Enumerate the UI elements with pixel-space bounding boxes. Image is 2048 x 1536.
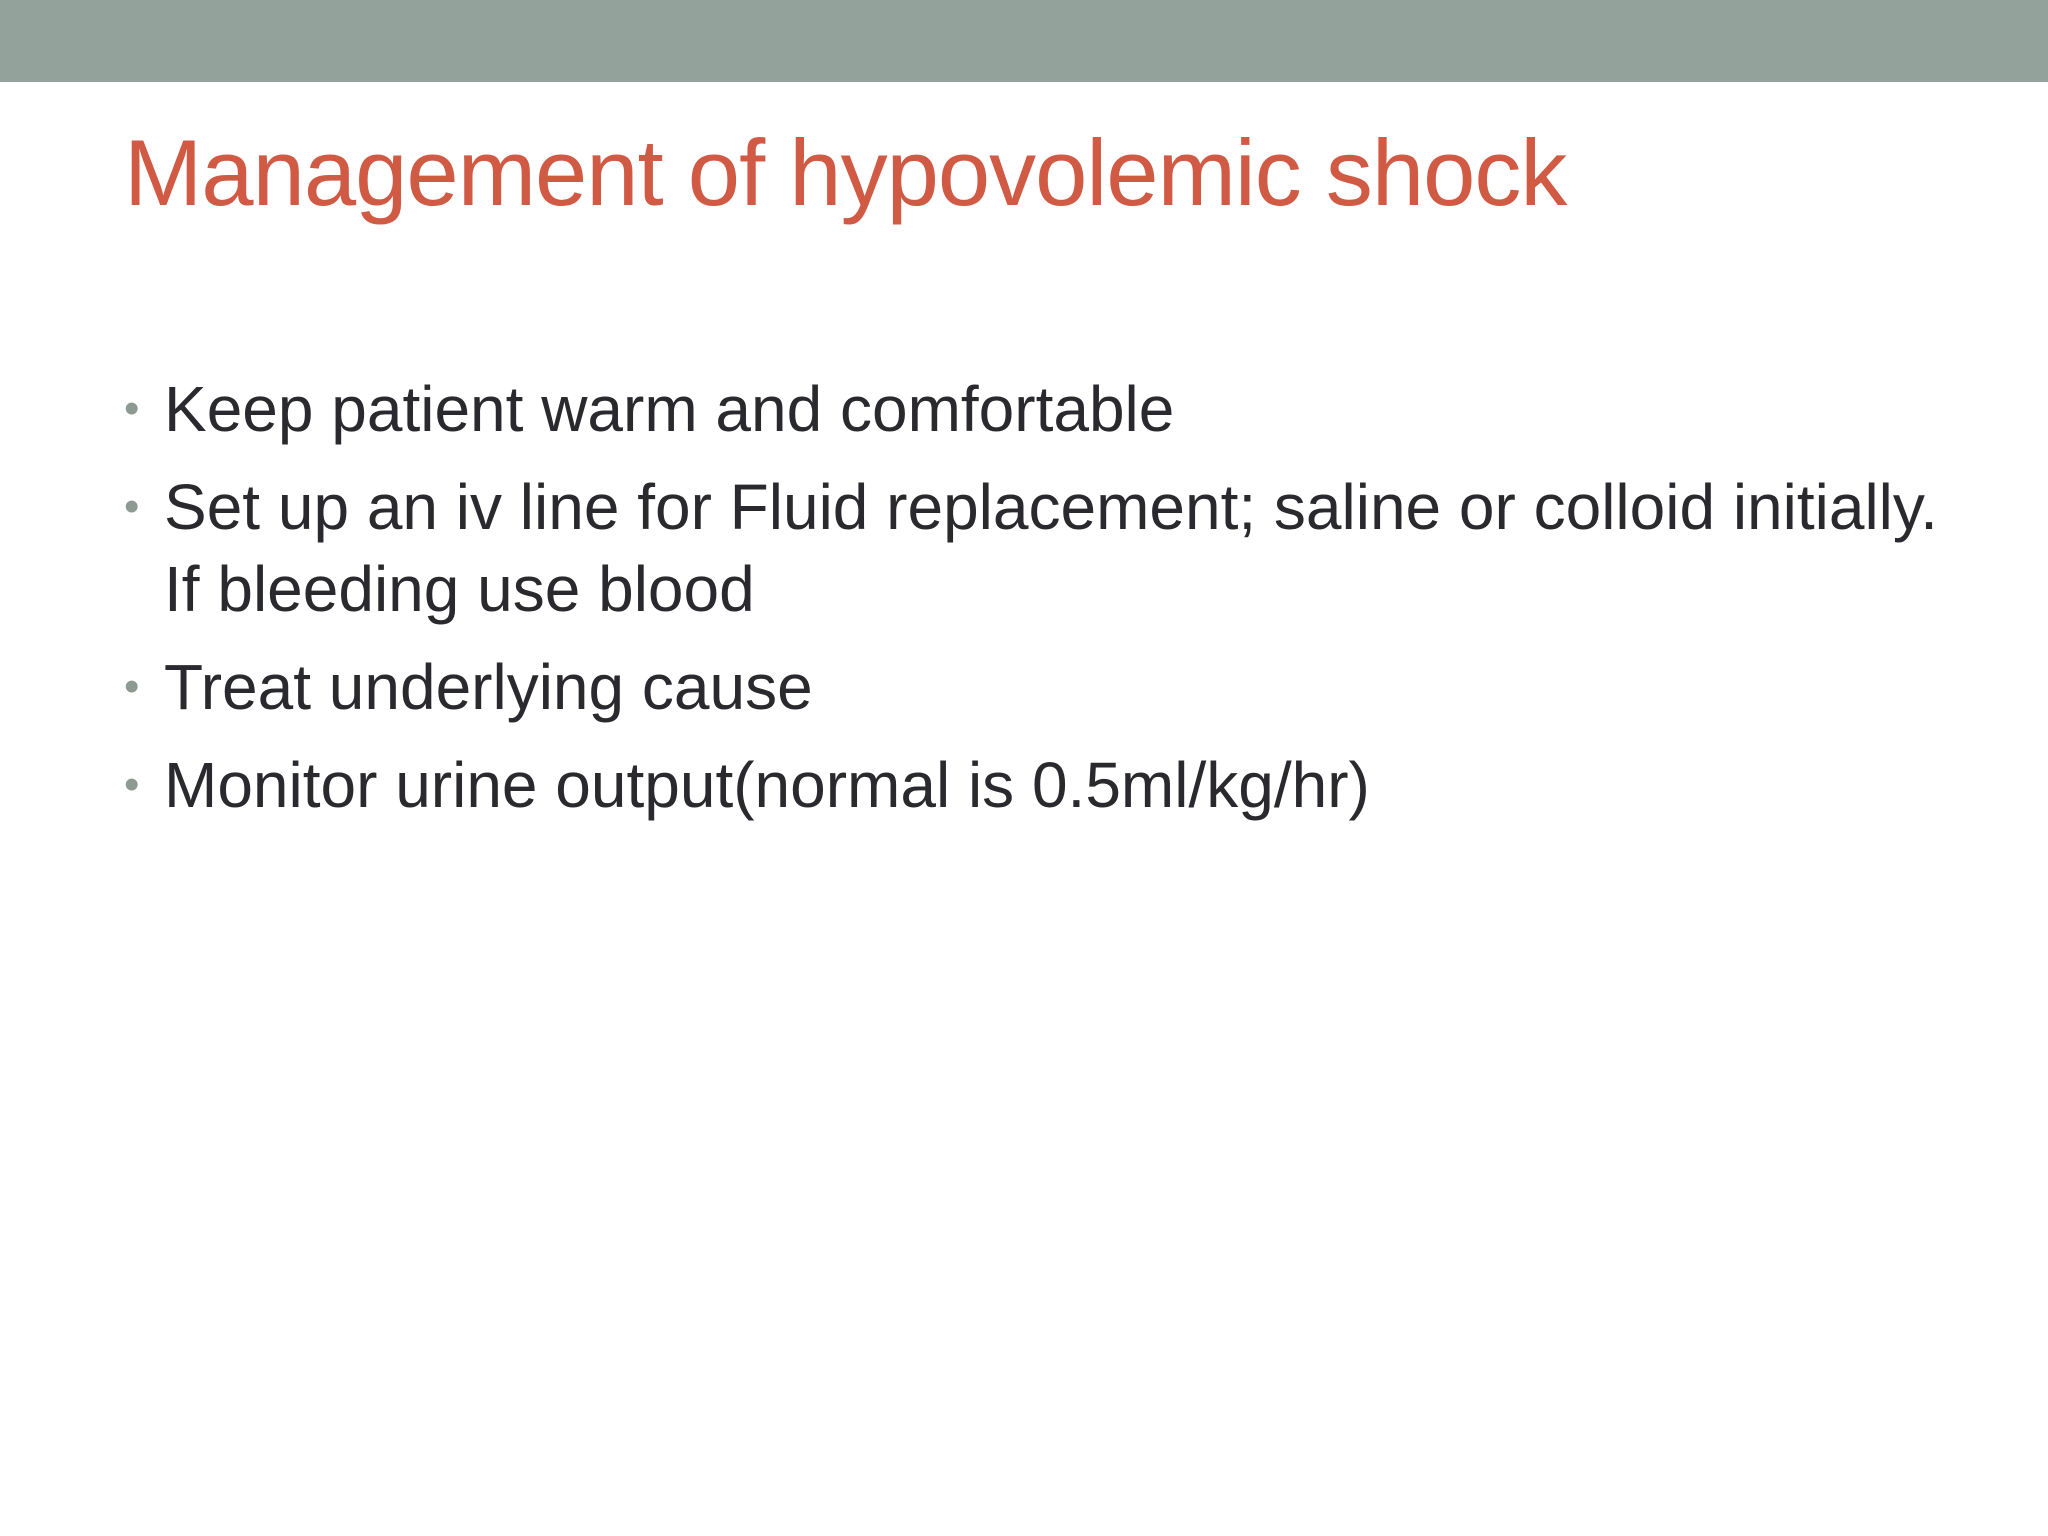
bullet-dot-icon: • <box>124 760 140 809</box>
bullet-dot-icon: • <box>124 384 140 433</box>
top-accent-band <box>0 0 2048 82</box>
bullet-list <box>124 368 1984 842</box>
slide-title: Management of hypovolemic shock <box>124 120 1567 225</box>
bullet-text: Treat underlying cause <box>164 651 813 723</box>
bullet-dot-icon: • <box>124 482 140 531</box>
bullet-item <box>124 646 1984 728</box>
bullet-item <box>124 744 1984 826</box>
bullet-text: Keep patient warm and comfortable <box>164 373 1175 445</box>
bullet-dot-icon: • <box>124 662 140 711</box>
bullet-item <box>124 466 1984 630</box>
bullet-text: Monitor urine output(normal is 0.5ml/kg/hr) <box>164 749 1370 821</box>
bullet-text: Set up an iv line for Fluid replacement; saline or colloid initially. If bleeding use blood <box>164 471 1938 625</box>
bullet-item <box>124 368 1984 450</box>
